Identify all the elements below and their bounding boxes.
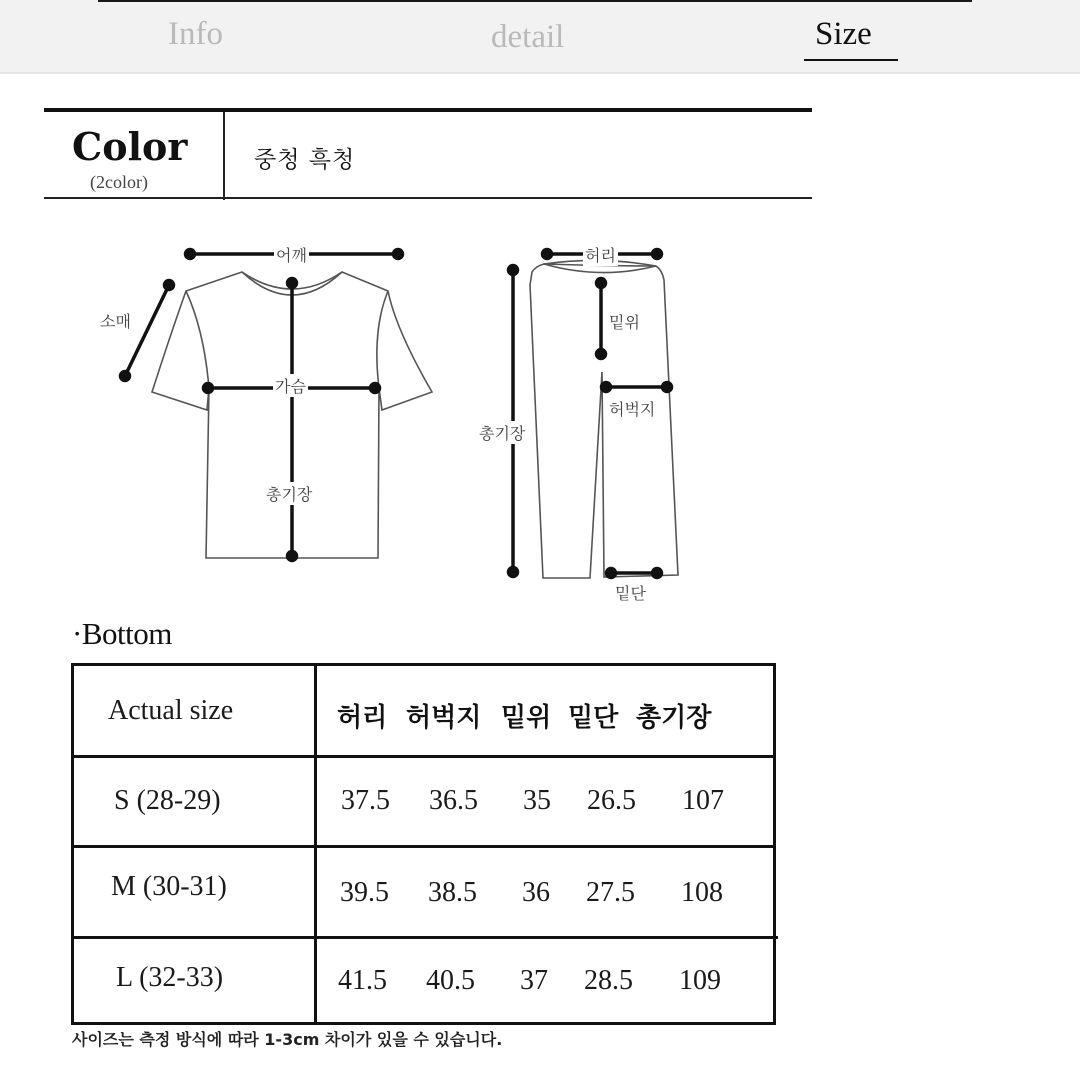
thigh-label: 허벅지 bbox=[607, 397, 657, 420]
tab-info[interactable]: Info bbox=[168, 16, 223, 52]
table-row-size: M (30-31) bbox=[111, 871, 227, 902]
column-header-hem: 밑단 bbox=[568, 703, 619, 733]
column-header-length: 총기장 bbox=[636, 703, 712, 733]
section-title: ·Bottom bbox=[72, 616, 172, 651]
table-cell: 41.5 bbox=[338, 965, 387, 996]
table-cell: 35 bbox=[523, 785, 551, 816]
bottom-length-label: 총기장 bbox=[477, 421, 527, 444]
table-cell: 39.5 bbox=[340, 877, 389, 908]
table-row-divider bbox=[71, 936, 778, 939]
column-header-rise: 밑위 bbox=[501, 703, 552, 733]
table-column-divider bbox=[314, 663, 317, 1025]
table-cell: 36.5 bbox=[429, 785, 478, 816]
table-cell: 36 bbox=[522, 877, 550, 908]
chest-label: 가슴 bbox=[273, 374, 308, 397]
table-row-size: L (32-33) bbox=[116, 962, 224, 993]
rise-label: 밑위 bbox=[607, 310, 642, 333]
color-count: (2color) bbox=[90, 172, 148, 192]
measurement-lines bbox=[121, 250, 672, 578]
table-cell: 28.5 bbox=[584, 965, 633, 996]
waist-label: 허리 bbox=[583, 243, 618, 266]
tab-size[interactable]: Size bbox=[815, 16, 872, 52]
table-cell: 26.5 bbox=[587, 785, 636, 816]
table-cell: 37 bbox=[520, 965, 548, 996]
table-cell: 109 bbox=[679, 965, 721, 996]
table-cell: 107 bbox=[682, 785, 724, 816]
table-cell: 38.5 bbox=[428, 877, 477, 908]
table-row-divider bbox=[71, 755, 776, 758]
table-row-size: S (28-29) bbox=[114, 785, 221, 816]
table-row-divider bbox=[71, 845, 776, 848]
table-cell: 27.5 bbox=[586, 877, 635, 908]
table-header-label: Actual size bbox=[108, 695, 234, 726]
table-cell: 37.5 bbox=[341, 785, 390, 816]
sleeve-label: 소매 bbox=[98, 309, 133, 332]
top-length-label: 총기장 bbox=[264, 482, 314, 505]
table-cell: 108 bbox=[681, 877, 723, 908]
column-header-waist: 허리 bbox=[337, 703, 388, 733]
hem-label: 밑단 bbox=[613, 581, 648, 604]
column-header-thigh: 허벅지 bbox=[406, 703, 482, 733]
tab-detail[interactable]: detail bbox=[491, 19, 565, 55]
size-disclaimer: 사이즈는 측정 방식에 따라 1-3cm 차이가 있을 수 있습니다. bbox=[72, 1030, 503, 1049]
table-cell: 40.5 bbox=[426, 965, 475, 996]
color-options: 중청 흑청 bbox=[254, 147, 356, 173]
shoulder-label: 어깨 bbox=[274, 243, 309, 266]
color-heading: Color bbox=[72, 124, 188, 169]
